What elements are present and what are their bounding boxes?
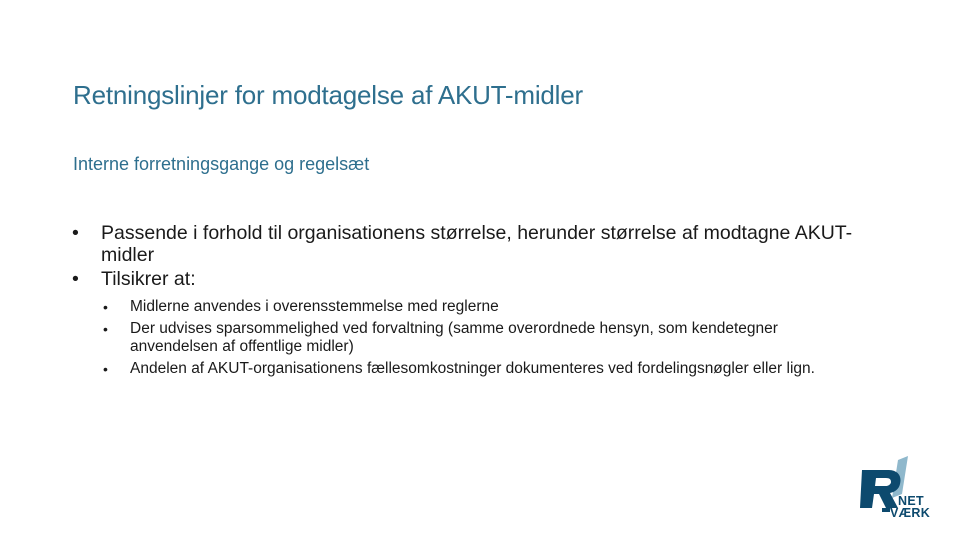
logo-line1: NET [898,494,924,508]
slide-title: Retningslinjer for modtagelse af AKUT-midler [73,80,583,110]
sub-bullet-marker: • [103,299,108,315]
sub-bullet-list [101,298,902,378]
bullet-item [72,222,902,266]
sub-bullet-item [101,320,850,356]
bullet-marker: • [72,222,79,244]
sub-bullet-item [101,360,850,378]
sub-bullet-text: Der udvises sparsommelighed ved forvaltning (samme overordnede hensyn, som kendetegner anvendelsen af offentlige midler) [130,320,778,355]
sub-bullet-marker: • [103,361,108,377]
bullet-content [72,222,902,382]
bullet-text: Passende i forhold til organisationens størrelse, herunder størrelse af modtagne AKUT-midler [101,222,853,266]
bullet-marker: • [72,268,79,290]
bullet-item [72,268,902,378]
bullet-list [72,222,902,378]
slide-subtitle: Interne forretningsgange og regelsæt [73,154,370,174]
sub-bullet-text: Andelen af AKUT-organisationens fællesomkostninger dokumenteres ved fordelingsnøgler eller lign. [130,360,815,377]
sub-bullet-marker: • [103,321,108,337]
bullet-text: Tilsikrer at: [101,268,196,290]
sub-bullet-item [101,298,850,316]
sub-bullet-text: Midlerne anvendes i overensstemmelse med reglerne [130,298,499,315]
logo-line2: VÆRK [890,506,931,520]
netvaerk-logo [858,456,932,518]
